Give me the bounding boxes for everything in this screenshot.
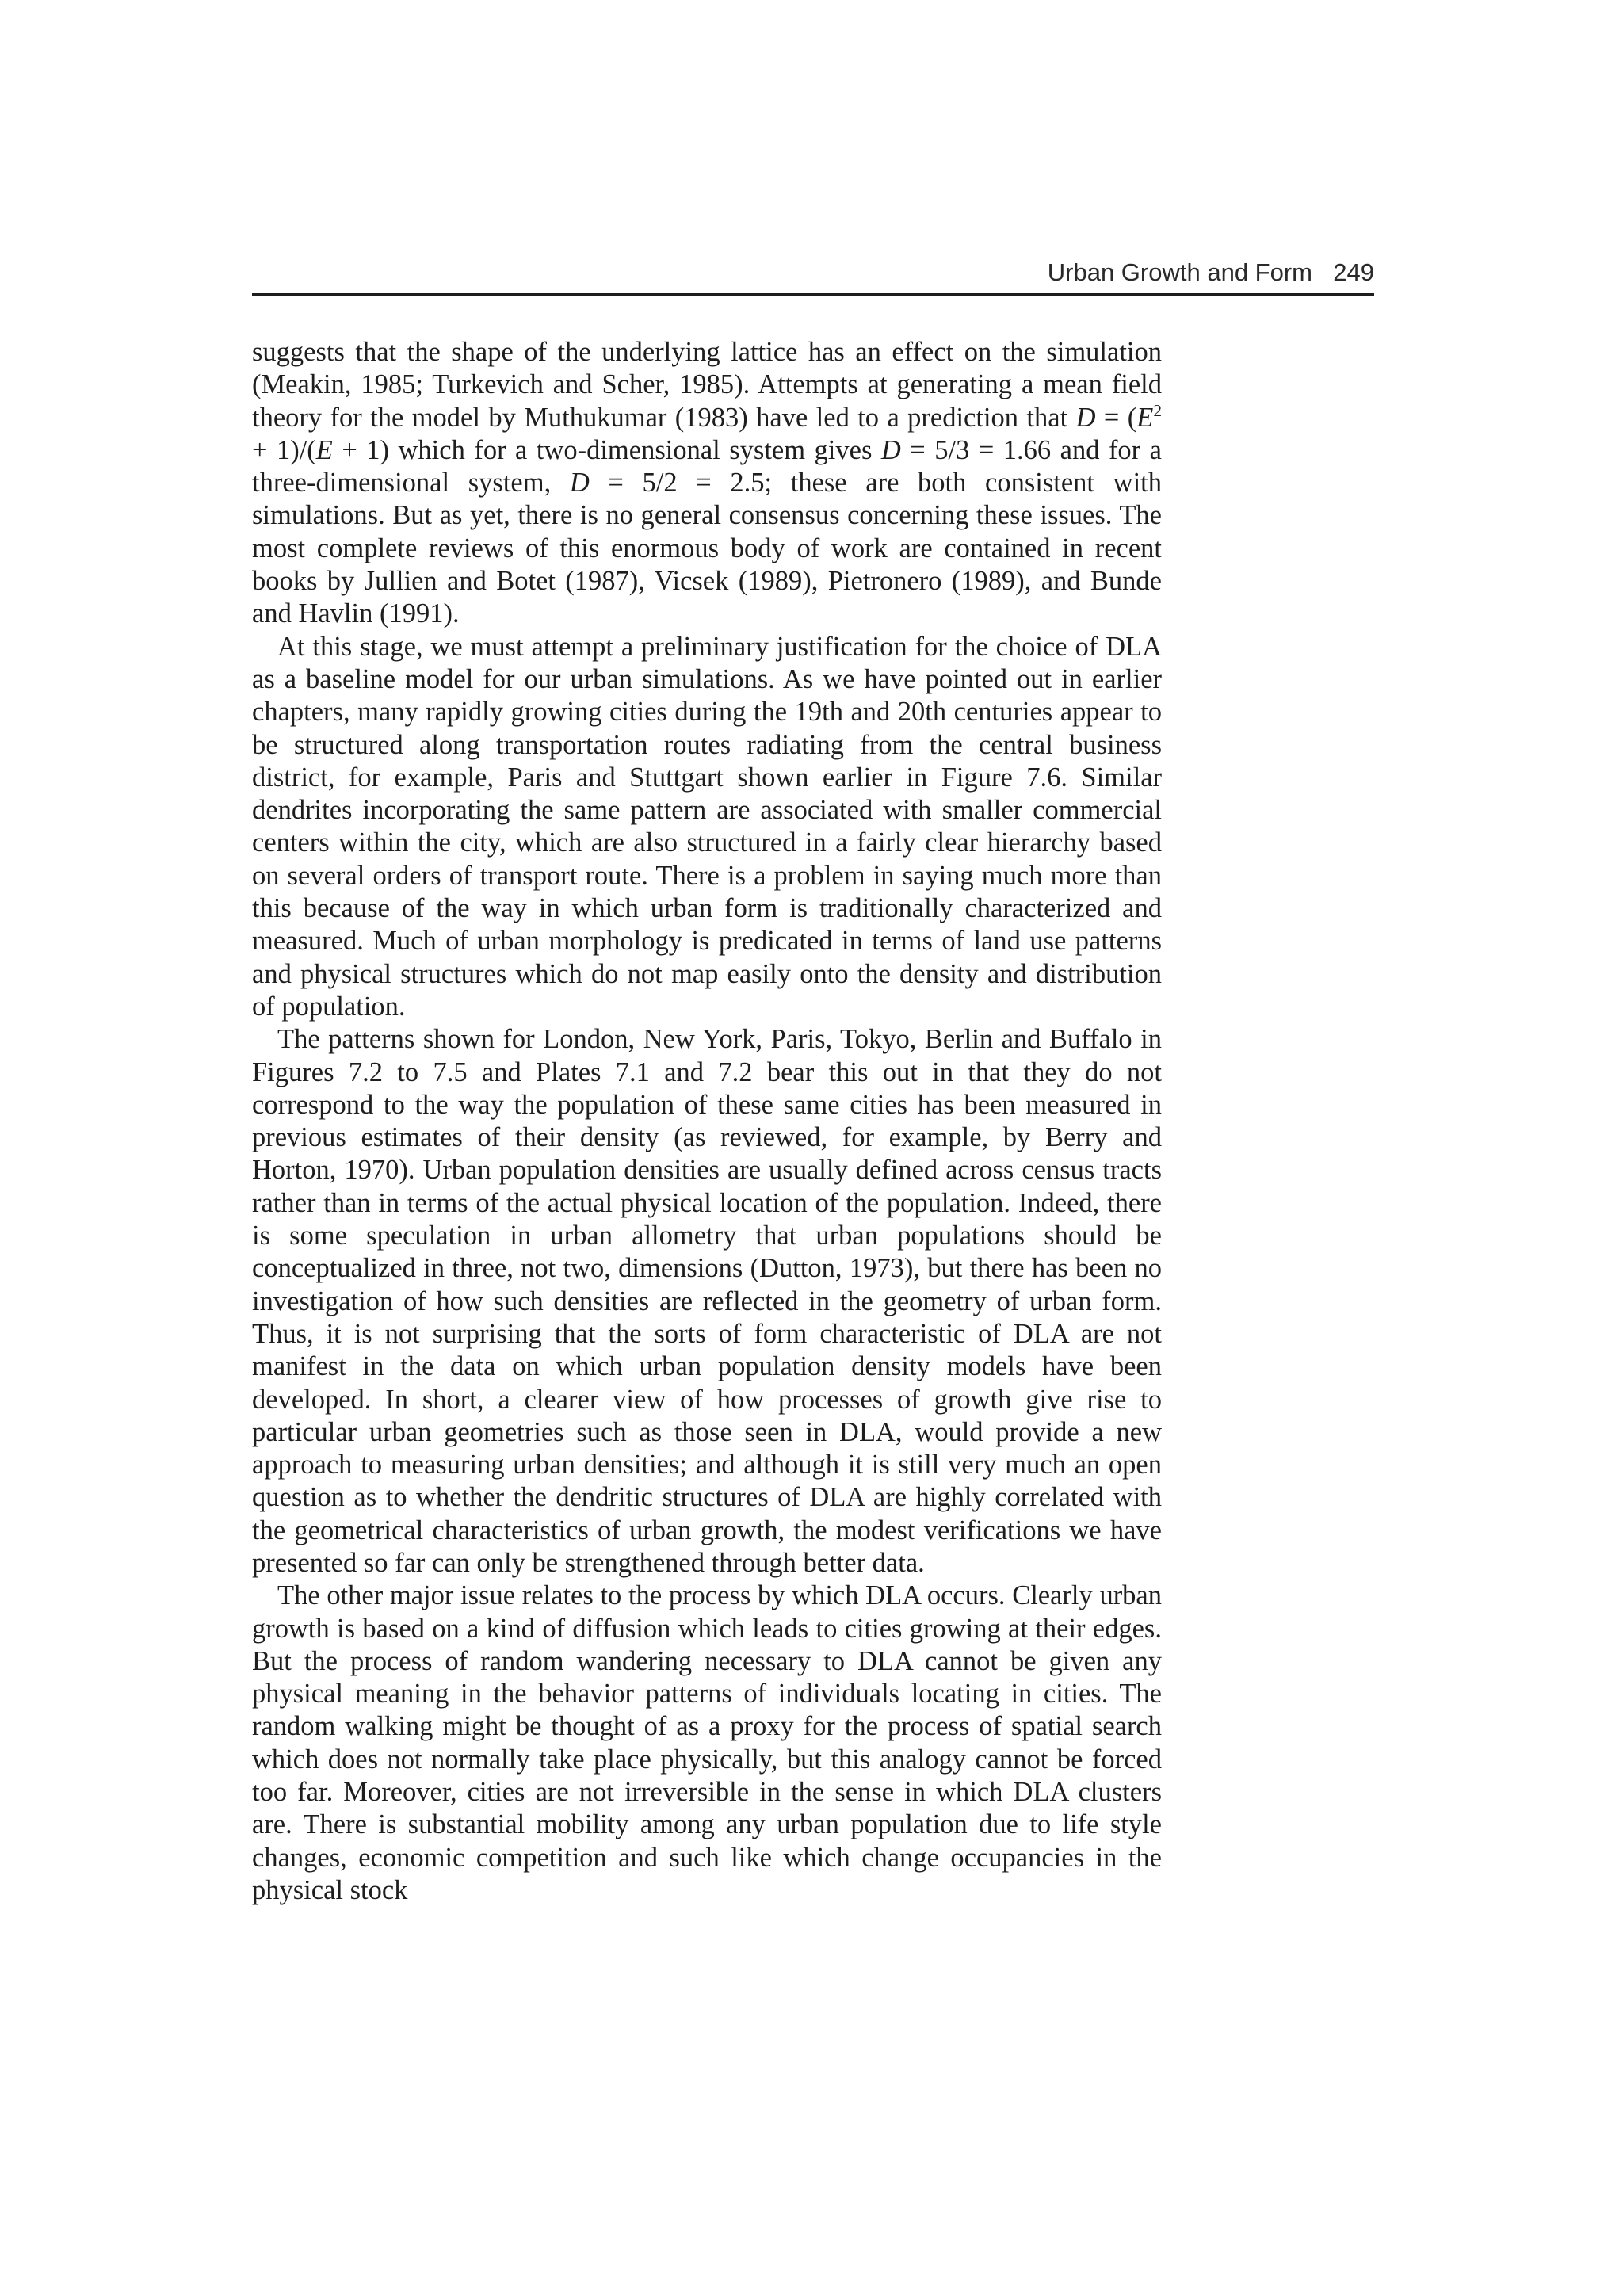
paragraph xyxy=(252,1580,1162,1907)
paragraph xyxy=(252,1023,1162,1580)
text-run: The other major issue relates to the process by which DLA occurs. Clearly urban growth is based on a kind of diffusion which leads to cities growing at their edges. But the process of random wandering necessary to DLA cannot be given any physical meaning in the behavior patterns of individuals locating in cities. The random walking might be thought of as a proxy for the process of spatial search which does not normally take place physically, but this analogy cannot be forced too far. Moreover, cities are not irreversible in the sense in which DLA clusters are. There is substantial mobility among any urban population due to life style changes, economic competition and such like which change occupancies in the physical stock xyxy=(252,1580,1162,1905)
text-run: suggests that the shape of the underlying lattice has an effect on the simulation (Meakin, 1985; Turkevich and Scher, 1985). Attempts at generating a mean field theory for the model by Muthukumar (1983) have led to a prediction that xyxy=(252,337,1162,433)
text-run: + 1) which for a two-dimensional system gives xyxy=(332,434,881,465)
math-variable: D xyxy=(880,434,901,465)
math-variable: E xyxy=(315,434,333,465)
text-run: At this stage, we must attempt a preliminary justification for the choice of DLA as a baseline model for our urban simulations. As we have pointed out in earlier chapters, many rapidly growing cities during the 19th and 20th centuries appear to be structured along transportation routes radiating from the central business district, for example, Paris and Stuttgart shown earlier in Figure 7.6. Similar dendrites incorporating the same pattern are associated with smaller commercial centers within the city, which are also structured in a fairly clear hierarchy based on several orders of transport route. There is a problem in saying much more than this because of the way in which urban form is traditionally characterized and measured. Much of urban morphology is predicated in terms of land use patterns and physical structures which do not map easily onto the density and distribution of population. xyxy=(252,631,1162,1022)
math-variable: D xyxy=(569,468,590,499)
body-text xyxy=(252,336,1162,1907)
text-run: The patterns shown for London, New York, Paris, Tokyo, Berlin and Buffalo in Figures 7.2 to 7.5 and Plates 7.1 and 7.2 bear this out in that they do not correspond to the way the population of these same cities has been measured in previous estimates of their density (as reviewed, for example, by Berry and Horton, 1970). Urban population densities are usually defined across census tracts rather than in terms of the actual physical location of the population. Indeed, there is some speculation in urban allometry that urban populations should be conceptualized in three, not two, dimensions (Dutton, 1973), but there has been no investigation of how such densities are reflected in the geometry of urban form. Thus, it is not surprising that the sorts of form characteristic of DLA are not manifest in the data on which urban population density models have been developed. In short, a clearer view of how processes of growth give rise to particular urban geometries such as those seen in DLA, would provide a new approach to measuring urban densities; and although it is still very much an open question as to whether the dendritic structures of DLA are highly correlated with the geometrical characteristics of urban growth, the modest verifications we have presented so far can only be strengthened through better data. xyxy=(252,1024,1162,1578)
text-run: + 1)/( xyxy=(252,434,316,465)
running-header xyxy=(252,255,1374,296)
superscript: 2 xyxy=(1153,400,1162,420)
paragraph xyxy=(252,336,1162,631)
math-variable: E xyxy=(1136,402,1154,433)
running-title: Urban Growth and Form xyxy=(1047,258,1312,286)
text-run: = 5/2 = 2.5; these are both consistent with simulations. But as yet, there is no general consensus concerning these issues. The most complete reviews of this enormous body of work are contained in recent books by Jullien and Botet (1987), Vicsek (1989), Pietronero (1989), and Bunde and Havlin (1991). xyxy=(252,468,1162,629)
math-variable: D xyxy=(1075,402,1096,433)
page-number: 249 xyxy=(1333,258,1374,286)
text-run: = 5/3 = 1.66 and for a three-dimensional system, xyxy=(252,434,1162,499)
text-run: = ( xyxy=(1095,402,1137,433)
paragraph xyxy=(252,631,1162,1024)
